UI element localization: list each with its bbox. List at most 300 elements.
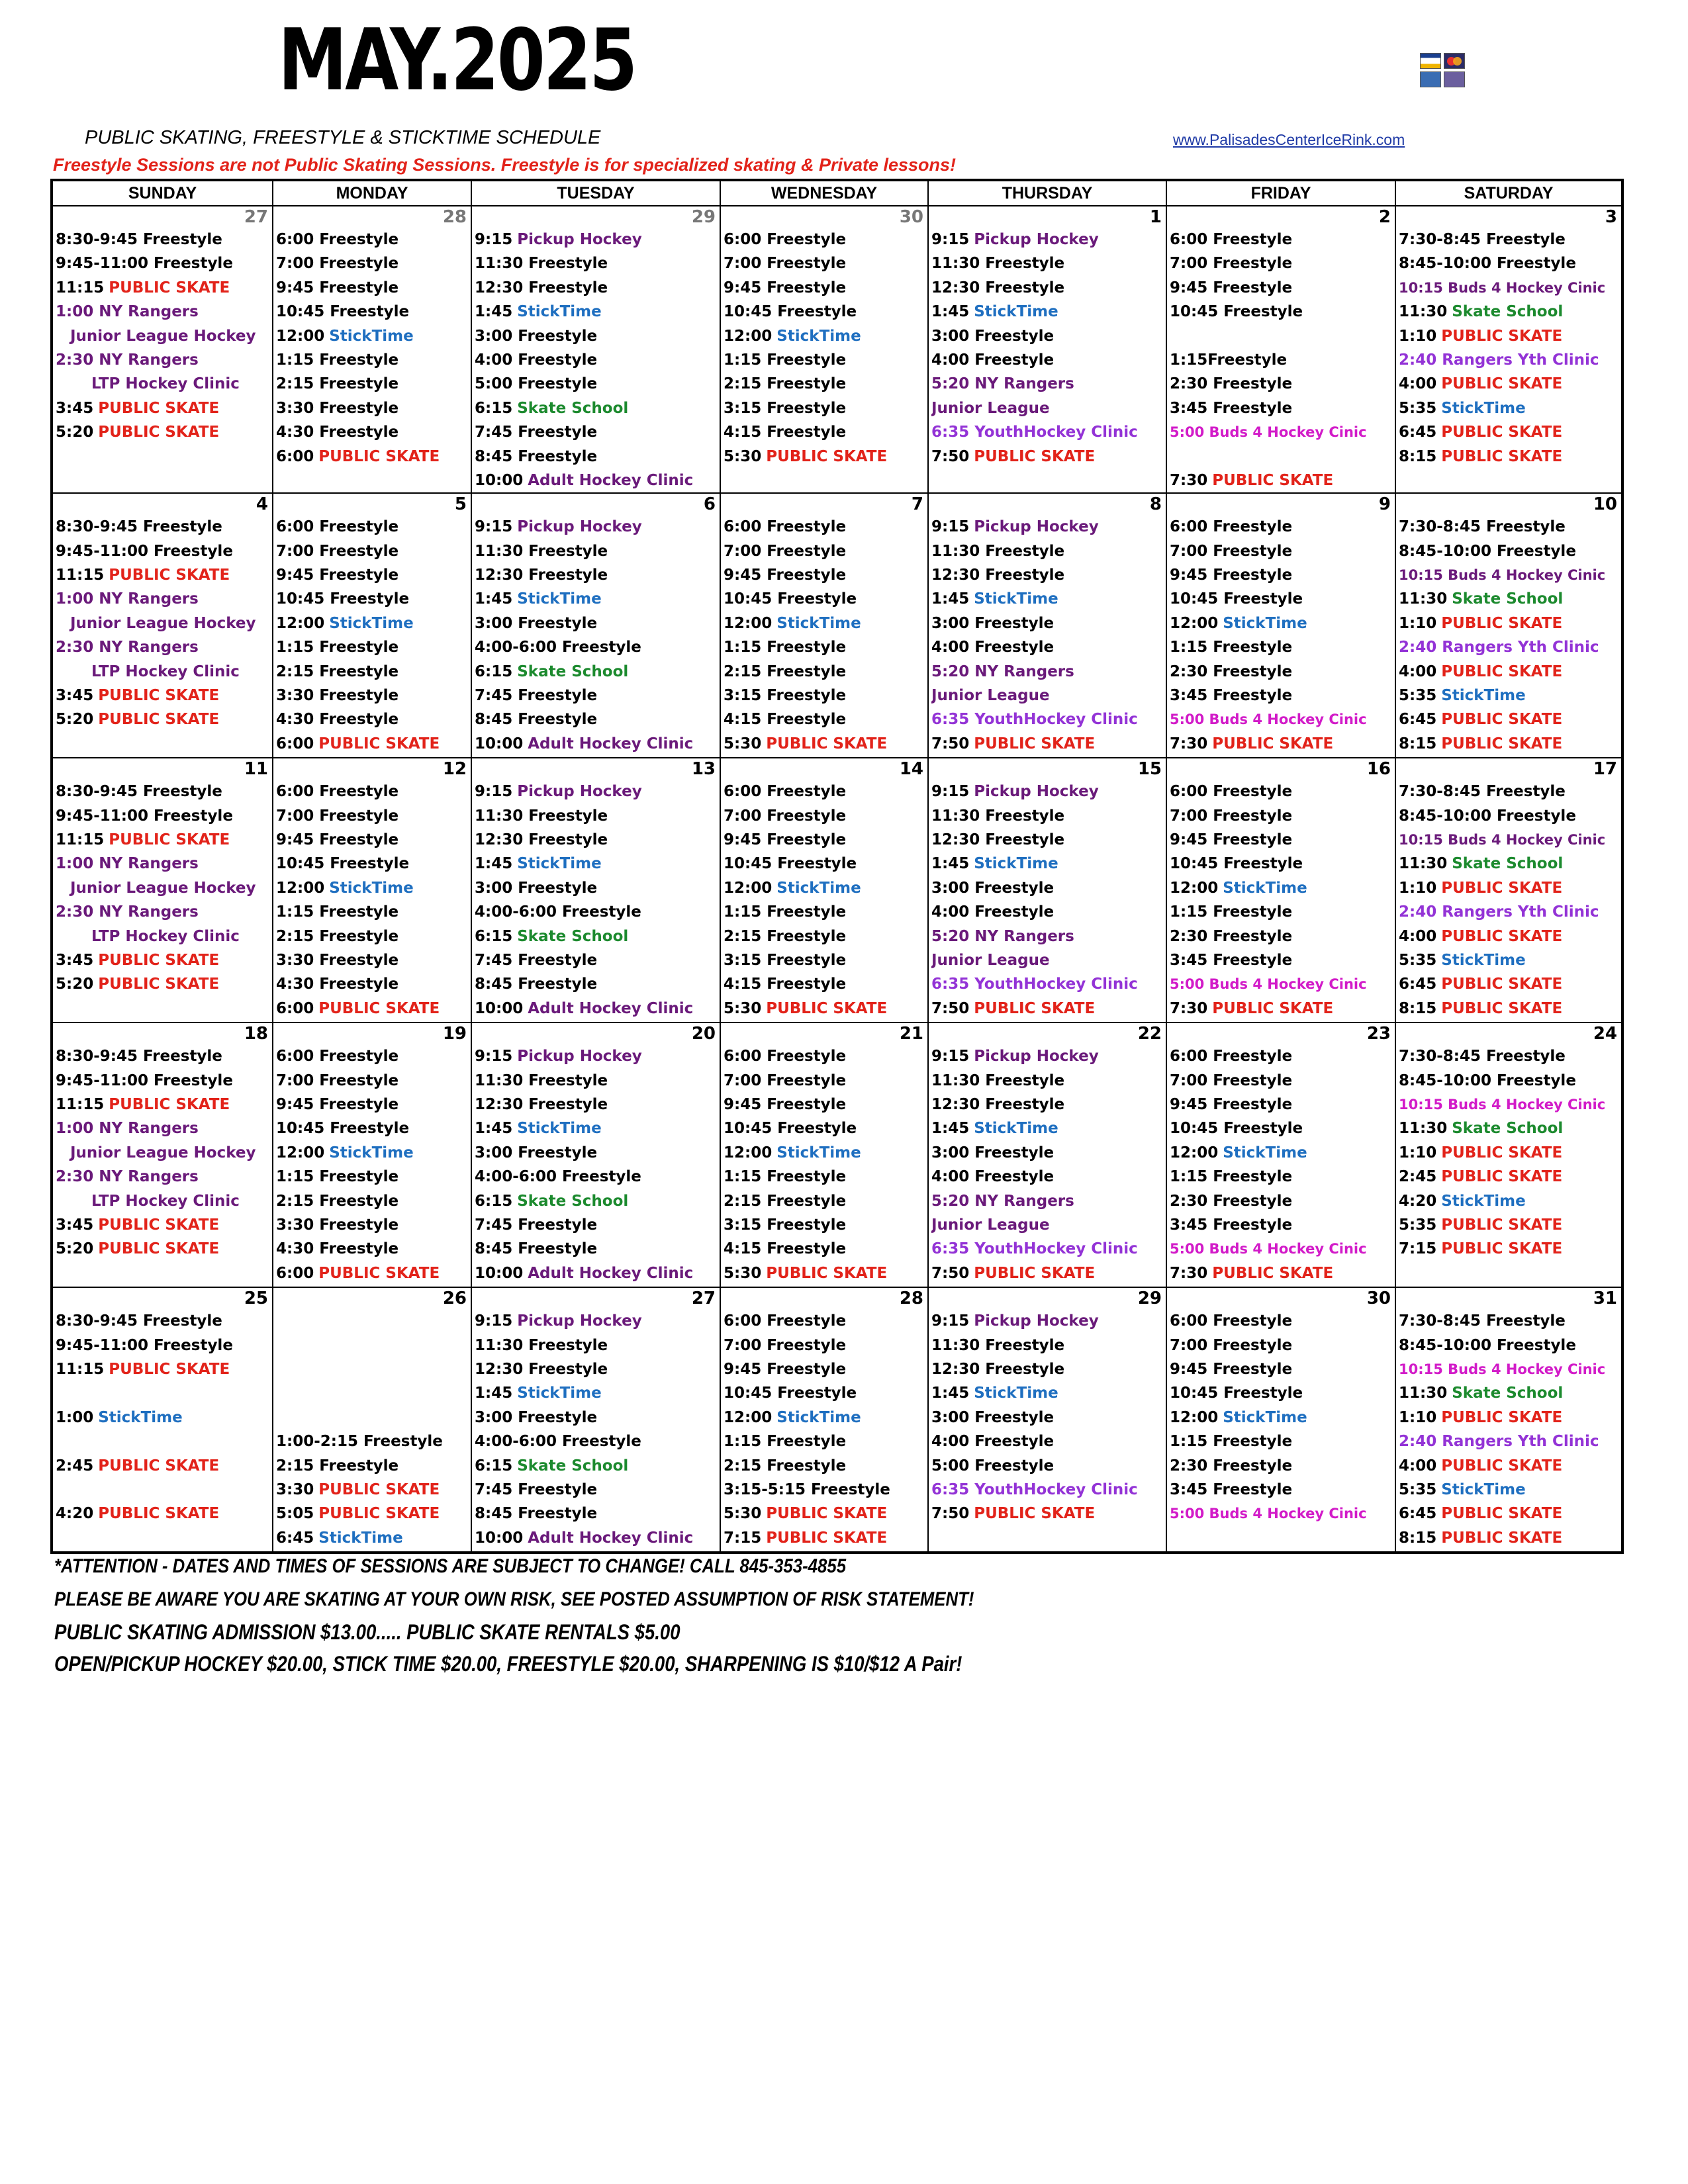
session-line [724,780,927,803]
session-time: 4:00 [1399,375,1437,393]
session-line [1399,1334,1621,1357]
session-time: 7:45 Freestyle [475,687,598,705]
session-line [1399,1237,1621,1261]
session-time: 12:30 Freestyle [931,567,1065,584]
session-line [724,635,927,659]
session-name: Skate School [1452,590,1564,608]
session-time: 6:45 [1399,1505,1437,1523]
day-number: 15 [1137,759,1162,780]
session-time: 7:00 Freestyle [724,1336,847,1354]
session-time: 8:45 Freestyle [475,1240,598,1258]
session-time: 1:00-2:15 Freestyle [276,1433,443,1451]
session-name: StickTime [776,1144,861,1161]
session-line [276,1309,471,1333]
session-time: 3:00 Freestyle [931,614,1055,632]
session-line [724,228,927,251]
session-time: 4:00-6:00 Freestyle [475,1433,641,1451]
session-time: 11:15 [56,1361,105,1379]
session-line [56,1357,272,1381]
session-time: 3:15-5:15 Freestyle [724,1481,890,1499]
session-name: StickTime [974,1385,1058,1402]
session-time: 3:45 Freestyle [1170,1216,1293,1234]
session-line [475,251,720,275]
session-time: 4:00 [1399,1457,1437,1475]
session-line [1170,445,1395,469]
session-time: 2:15 Freestyle [724,927,847,945]
session-line [1399,660,1621,684]
session-time: 6:00 Freestyle [724,518,847,536]
session-name: PUBLIC SKATE [109,567,230,584]
session-time: 2:15 Freestyle [276,375,399,393]
session-name: PUBLIC SKATE [974,447,1096,465]
session-name: PUBLIC SKATE [98,952,220,970]
day-cell [928,1023,1166,1287]
session-line [56,660,272,684]
session-line [475,732,720,756]
session-name: 5:20 NY Rangers [931,662,1074,680]
session-line [724,276,927,300]
session-time: 9:45 Freestyle [276,279,399,296]
session-time: 4:30 Freestyle [276,711,399,729]
session-name: Junior League [931,1216,1050,1234]
session-time: 8:45-10:00 Freestyle [1399,1071,1576,1089]
weekday-thursday: THURSDAY [928,180,1166,206]
session-time: 7:00 Freestyle [276,1071,399,1089]
session-line [931,1334,1166,1357]
session-line [56,1141,272,1165]
session-line [1170,1189,1395,1213]
session-time: 9:45 Freestyle [724,831,847,849]
session-time: 5:35 [1399,687,1437,705]
session-time: 3:45 Freestyle [1170,952,1293,970]
session-time: 11:15 [56,1096,105,1114]
session-time: 5:30 [724,999,762,1017]
session-line [475,563,720,587]
session-time: 4:15 Freestyle [724,1240,847,1258]
session-name: Junior League Hockey [70,614,256,632]
session-line [276,732,471,756]
session-time: 5:30 [724,1264,762,1282]
session-time: 1:00 [56,1408,94,1426]
session-time: 11:30 [1399,590,1448,608]
session-line [1399,1141,1621,1165]
session-time: 5:00 Freestyle [931,1457,1055,1475]
session-time: 12:30 Freestyle [931,831,1065,849]
session-line [56,1189,272,1213]
session-line [475,1093,720,1116]
session-name: Skate School [1452,303,1564,321]
session-time: 2:15 Freestyle [276,1457,399,1475]
session-time: 2:30 Freestyle [1170,1457,1293,1475]
day-number: 1 [1149,207,1162,227]
session-line [724,948,927,972]
session-time: 12:30 Freestyle [931,279,1065,296]
day-cell [273,1287,471,1553]
session-line [931,828,1166,852]
session-time: 7:30 [1170,999,1208,1017]
session-line [276,997,471,1021]
session-time: 7:50 [931,1505,970,1523]
session-time: 9:15 [475,783,513,801]
weekday-sunday: SUNDAY [52,180,273,206]
session-time: 9:45 Freestyle [1170,279,1293,296]
day-cell [1166,206,1395,493]
session-time: 3:30 [276,1481,314,1499]
day-cell [52,493,273,758]
weekday-monday: MONDAY [273,180,471,206]
session-line [56,300,272,324]
session-line [1170,348,1395,372]
session-line [724,876,927,900]
session-line [56,1213,272,1237]
session-time: 2:15 Freestyle [276,1192,399,1210]
session-line [1399,1502,1621,1525]
session-line [276,276,471,300]
day-number: 2 [1378,207,1391,227]
session-line [1170,852,1395,876]
session-line [724,1454,927,1478]
session-time: 7:45 Freestyle [475,952,598,970]
day-number: 29 [691,207,716,227]
session-time: 1:15 Freestyle [276,351,399,369]
session-time: 3:45 [56,399,94,417]
session-line [724,804,927,828]
session-time: 11:30 [1399,1120,1448,1138]
session-line [56,1069,272,1093]
session-line [1170,1478,1395,1502]
session-name: 10:15 Buds 4 Hockey Cinic [1399,279,1606,296]
session-line [1170,1357,1395,1381]
session-time: 11:30 [1399,855,1448,873]
session-time: 5:20 [56,424,94,441]
weekday-friday: FRIDAY [1166,180,1395,206]
session-line [1399,445,1621,469]
session-time: 12:00 [724,879,773,897]
session-time: 7:00 Freestyle [1170,255,1293,273]
session-time: 9:15 [931,518,970,536]
session-line [1399,348,1621,372]
session-line [475,1141,720,1165]
day-number: 29 [1137,1289,1162,1309]
session-line [1399,1044,1621,1068]
session-time: 10:45 Freestyle [724,303,857,321]
session-time: 7:00 Freestyle [276,542,399,560]
session-line [1399,563,1621,587]
session-line [475,1069,720,1093]
session-name: 6:35 YouthHockey Clinic [931,424,1138,441]
session-time: 11:30 Freestyle [475,807,608,825]
session-name: 1:00 NY Rangers [56,590,199,608]
session-line [475,1116,720,1140]
visa-card-icon [1420,53,1441,69]
session-name: StickTime [517,1385,602,1402]
session-time: 3:30 Freestyle [276,687,399,705]
session-line [56,684,272,707]
session-time: 10:45 Freestyle [1170,303,1303,321]
session-name: Pickup Hockey [517,1312,642,1330]
day-cell [1395,493,1622,758]
session-time: 6:00 Freestyle [724,1312,847,1330]
session-line [276,876,471,900]
session-line [1399,780,1621,803]
session-line [931,1093,1166,1116]
session-name: 1:00 NY Rangers [56,303,199,321]
session-line [931,1189,1166,1213]
session-line [56,1116,272,1140]
session-name: Skate School [1452,855,1564,873]
session-time: 9:15 [931,783,970,801]
session-name: StickTime [776,614,861,632]
session-name: PUBLIC SKATE [318,1505,440,1523]
day-number: 11 [244,759,268,780]
session-time: 11:30 Freestyle [475,1071,608,1089]
session-time: 10:45 Freestyle [276,855,410,873]
session-time: 12:00 [724,327,773,345]
session-line [1170,660,1395,684]
session-time: 7:30 [1170,735,1208,752]
session-name: Adult Hockey Clinic [528,1529,694,1547]
session-name: PUBLIC SKATE [1441,327,1563,345]
session-line [724,1381,927,1405]
session-line [475,780,720,803]
session-time: 12:30 Freestyle [475,1096,608,1114]
day-cell [720,1023,928,1287]
session-time: 5:05 [276,1505,314,1523]
session-line [931,445,1166,469]
session-line [724,563,927,587]
session-time: 9:15 [475,1312,513,1330]
session-line [56,587,272,611]
session-line [56,1430,272,1453]
session-time: 6:00 Freestyle [1170,1048,1293,1066]
session-name: PUBLIC SKATE [1441,1216,1563,1234]
session-line [1170,1213,1395,1237]
session-time: 2:15 Freestyle [276,927,399,945]
day-cell [52,206,273,493]
session-name: Junior League [931,687,1050,705]
session-line [276,348,471,372]
session-name: Pickup Hockey [517,1048,642,1066]
session-line [1170,469,1395,492]
day-number: 16 [1366,759,1391,780]
session-line [1399,852,1621,876]
session-line [724,1237,927,1261]
day-cell [471,1023,720,1287]
session-line [931,1357,1166,1381]
session-line [1399,1309,1621,1333]
session-line [56,251,272,275]
session-line [1170,300,1395,324]
session-name: StickTime [1223,614,1307,632]
session-time: 11:15 [56,279,105,296]
session-time: 4:00 [1399,662,1437,680]
day-cell [52,1023,273,1287]
session-line [56,372,272,396]
session-line [475,876,720,900]
session-name: PUBLIC SKATE [1212,1264,1334,1282]
session-line [276,1406,471,1430]
session-time: 7:15 [724,1529,762,1547]
session-time: 9:45 Freestyle [1170,831,1293,849]
session-time: 9:45 Freestyle [724,1361,847,1379]
session-line [1170,1309,1395,1333]
session-name: LTP Hockey Clinic [91,662,240,680]
session-time: 5:00 Freestyle [475,375,598,393]
session-line [475,828,720,852]
session-name: PUBLIC SKATE [109,831,230,849]
week-row [52,1287,1622,1553]
session-line [1170,1454,1395,1478]
session-line [724,1334,927,1357]
session-time: 9:45 Freestyle [724,1096,847,1114]
session-line [475,372,720,396]
session-time: 2:30 Freestyle [1170,927,1293,945]
session-line [1399,1093,1621,1116]
session-time: 7:30-8:45 Freestyle [1399,1312,1566,1330]
session-time: 6:15 [475,1192,513,1210]
session-name: 10:15 Buds 4 Hockey Cinic [1399,1361,1606,1378]
session-time: 7:00 Freestyle [1170,542,1293,560]
day-number: 4 [256,494,268,515]
session-line [1170,228,1395,251]
session-name: 5:00 Buds 4 Hockey Cinic [1170,1506,1367,1522]
session-line [1399,612,1621,635]
session-name: Adult Hockey Clinic [528,471,694,489]
session-line [276,1044,471,1068]
session-line [56,396,272,420]
session-line [724,900,927,924]
session-time: 1:45 [931,303,970,321]
session-time: 7:50 [931,1264,970,1282]
day-cell [720,206,928,493]
session-line [276,1189,471,1213]
session-time: 10:45 Freestyle [276,590,410,608]
session-name: PUBLIC SKATE [1441,1408,1563,1426]
session-time: 6:00 Freestyle [276,783,399,801]
session-line [276,587,471,611]
session-line [1170,732,1395,756]
session-line [931,1454,1166,1478]
session-line [475,276,720,300]
session-line [276,1261,471,1285]
calendar-grid [50,179,1624,1554]
session-time: 8:15 [1399,735,1437,752]
session-time: 1:15 Freestyle [276,1168,399,1186]
session-line [276,1141,471,1165]
session-line [724,660,927,684]
session-name: PUBLIC SKATE [1441,1505,1563,1523]
day-number: 24 [1593,1024,1617,1044]
session-name: 2:40 Rangers Yth Clinic [1399,639,1599,657]
discover-card-icon [1444,71,1465,87]
session-name: PUBLIC SKATE [974,735,1096,752]
session-line [276,1478,471,1502]
session-line [1399,948,1621,972]
session-name: StickTime [329,614,414,632]
session-time: 7:50 [931,999,970,1017]
session-line [1399,396,1621,420]
session-line [724,707,927,731]
session-time: 7:30-8:45 Freestyle [1399,1048,1566,1066]
session-line [724,372,927,396]
session-name: Pickup Hockey [974,1048,1099,1066]
session-line [276,1116,471,1140]
session-time: 12:00 [1170,1408,1219,1426]
session-name: PUBLIC SKATE [1441,1168,1563,1186]
session-line [276,828,471,852]
session-name: StickTime [517,1120,602,1138]
weekday-saturday: SATURDAY [1395,180,1622,206]
session-name: 1:00 NY Rangers [56,1120,199,1138]
session-line [1170,420,1395,444]
session-line [724,1261,927,1285]
payment-cards [1420,53,1466,90]
session-name: Adult Hockey Clinic [528,1264,694,1282]
session-time: 6:00 Freestyle [1170,231,1293,248]
session-name: Pickup Hockey [517,783,642,801]
session-name: 2:40 Rangers Yth Clinic [1399,351,1599,369]
session-time: 3:15 Freestyle [724,952,847,970]
session-time: 12:30 Freestyle [475,1361,608,1379]
session-time: 4:15 Freestyle [724,424,847,441]
session-name: StickTime [1441,952,1526,970]
session-name: StickTime [318,1529,403,1547]
week-row [52,1023,1622,1287]
session-line [931,1381,1166,1405]
session-line [931,251,1166,275]
session-time: 10:00 [475,1264,524,1282]
session-time: 6:00 Freestyle [276,518,399,536]
session-name: PUBLIC SKATE [1441,1144,1563,1161]
session-line [1399,300,1621,324]
session-time: 6:15 [475,1457,513,1475]
session-time: 5:20 [56,976,94,993]
session-time: 6:00 [276,447,314,465]
session-time: 10:45 Freestyle [1170,1120,1303,1138]
session-line [931,900,1166,924]
session-line [1170,972,1395,996]
session-line [1170,539,1395,563]
session-line [276,684,471,707]
day-number: 19 [442,1024,467,1044]
session-time: 4:00-6:00 Freestyle [475,639,641,657]
session-line [1399,997,1621,1021]
session-line [724,539,927,563]
day-cell [1166,1287,1395,1553]
session-time: 10:45 Freestyle [724,1385,857,1402]
session-time: 3:00 Freestyle [931,1408,1055,1426]
session-name: PUBLIC SKATE [1441,1529,1563,1547]
day-number: 12 [442,759,467,780]
day-cell [928,493,1166,758]
session-line [276,1526,471,1550]
session-time: 3:00 Freestyle [475,327,598,345]
session-line [475,852,720,876]
session-name: PUBLIC SKATE [318,447,440,465]
session-time: 1:15 Freestyle [724,1433,847,1451]
session-line [276,1430,471,1453]
session-line [56,563,272,587]
session-line [56,707,272,731]
session-name: Skate School [517,399,629,417]
day-cell [273,206,471,493]
session-line [724,300,927,324]
session-name: Pickup Hockey [974,783,1099,801]
website-link[interactable]: www.PalisadesCenterIceRink.com [1173,131,1405,148]
day-cell [720,1287,928,1553]
session-time: 4:00 Freestyle [475,351,598,369]
session-time: 3:00 Freestyle [931,327,1055,345]
